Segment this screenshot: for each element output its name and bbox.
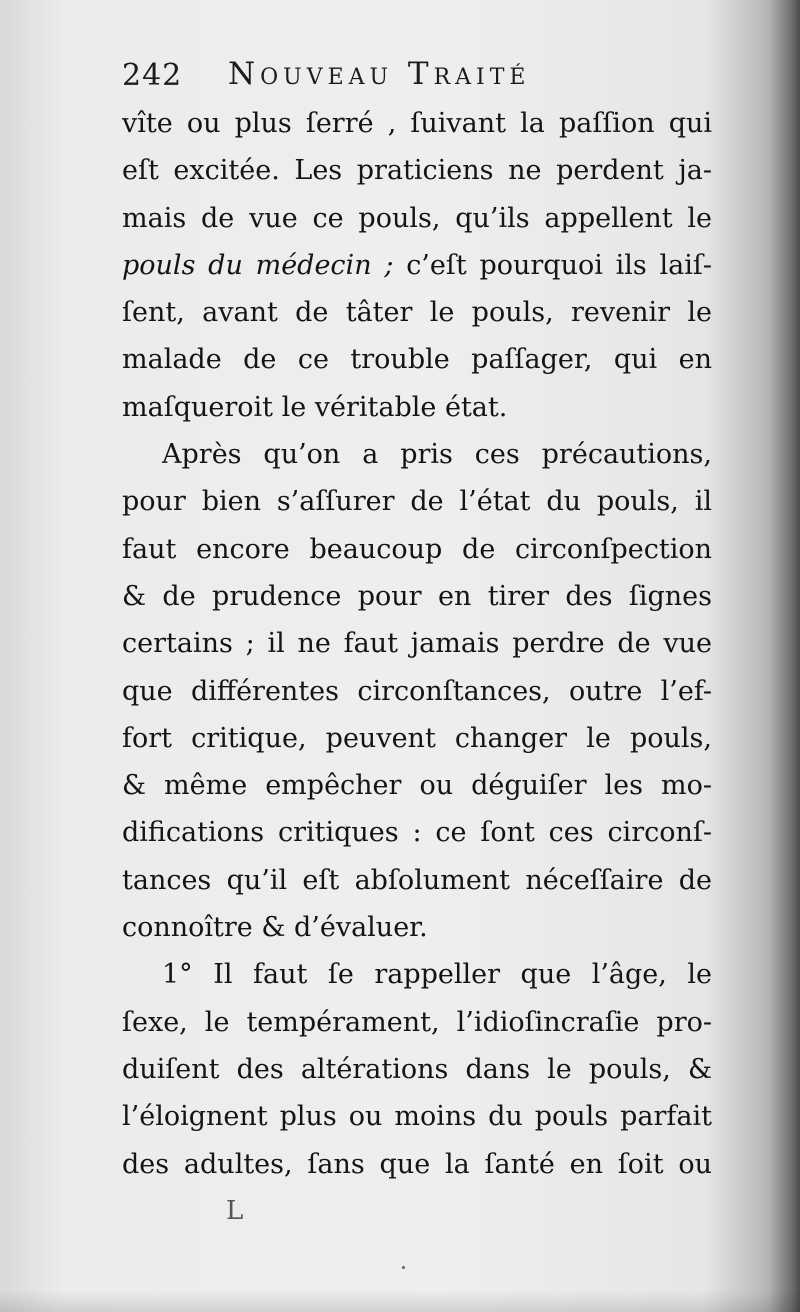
text-line-4-rest: c’eſt pourquoi ils laiſ- [406,249,712,281]
text-line-18: connoître & d’évaluer. [122,912,428,944]
text-line-21: duiſent des altérations dans le pouls, & [122,1053,712,1085]
page-speck [402,1266,405,1269]
text-line-22: l’éloignent plus ou moins du pouls parfait [122,1101,712,1133]
text-line-23: des adultes, ſans que la ſanté en ſoit ou [122,1148,712,1180]
text-line-6: malade de ce trouble paſſager, qui en [122,344,712,376]
text-line-8: Après qu’on a pris ces précautions, [162,439,712,471]
italic-phrase: pouls du médecin ; [122,249,394,281]
text-line-11: & de prudence pour en tirer des ſignes [122,580,712,612]
running-head-title: Nouveau Traité [228,56,531,92]
text-line-17: tances qu’il eſt abſolument néceſſaire de [122,864,712,896]
text-line-16: difications critiques : ce ſont ces circonſ- [122,817,712,849]
text-line-7: maſqueroit le véritable état. [122,391,508,423]
text-line-19: 1° Il faut ſe rappeller que l’âge, le [162,959,712,991]
text-line-3: mais de vue ce pouls, qu’ils appellent le [122,202,712,234]
body-text [122,100,712,1188]
text-line-12: certains ; il ne faut jamais perdre de vue [122,628,712,660]
signature-mark: L [226,1196,244,1226]
text-line-13: que différentes circonſtances, outre l’ef- [122,675,712,707]
text-line-4 [122,242,712,289]
text-line-15: & même empêcher ou déguiſer les mo- [122,770,712,802]
text-line-9: pour bien s’aſſurer de l’état du pouls, il [122,486,712,518]
text-line-10: faut encore beaucoup de circonſpection [122,533,712,565]
text-line-5: ſent, avant de tâter le pouls, revenir le [122,297,712,329]
text-line-20: ſexe, le tempérament, l’idioſincraſie pro- [122,1006,712,1038]
running-head [122,52,722,98]
text-line-14: fort critique, peuvent changer le pouls, [122,722,712,754]
text-line-2: eſt excitée. Les praticiens ne perdent ja- [122,155,712,187]
page-bottom-edge [0,1290,800,1312]
text-line-1: vîte ou plus ſerré , ſuivant la paſſion qui [122,108,712,139]
page-number: 242 [122,58,183,93]
page-gutter-shadow [770,0,800,1312]
